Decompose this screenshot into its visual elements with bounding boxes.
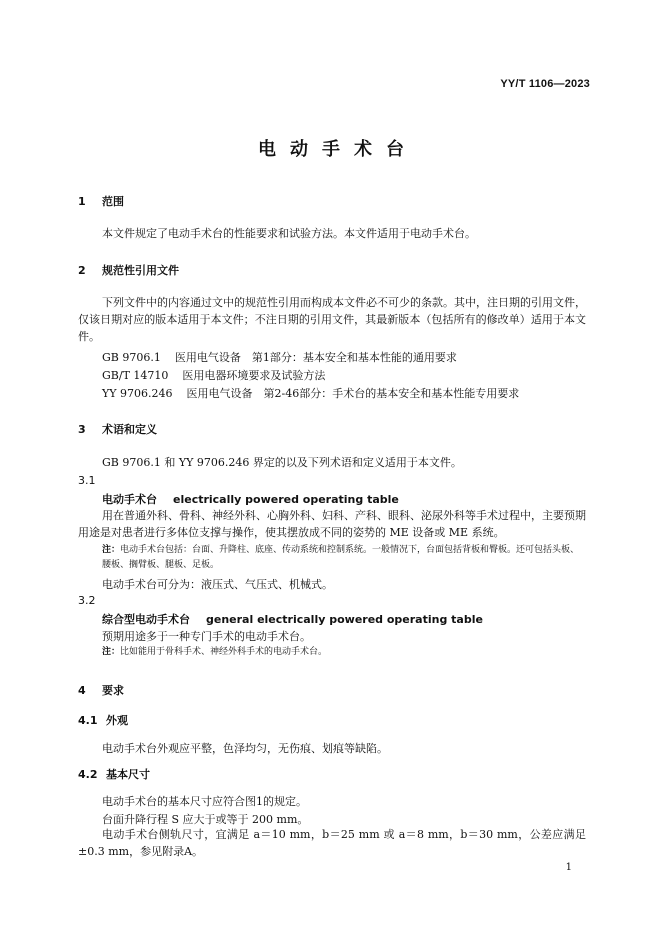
- term-heading: [102, 611, 483, 627]
- reference-code: YY 9706.246: [102, 387, 173, 400]
- term-extra: 电动手术台可分为：液压式、气压式、机械式。: [102, 578, 333, 591]
- subsection-4-2-heading: [78, 766, 150, 782]
- reference-title: 医用电气设备 第2-46部分：手术台的基本安全和基本性能专用要求: [186, 387, 520, 400]
- page-number: 1: [565, 862, 572, 873]
- term-note: [102, 543, 586, 573]
- subsection-title: 外观: [106, 714, 128, 727]
- term-definition: 预期用途多于一种专门手术的电动手术台。: [102, 630, 311, 643]
- section-title: 范围: [102, 195, 124, 208]
- rail-dimension-paragraph: 电动手术台侧轨尺寸，宜满足 a＝10 mm，b＝25 mm 或 a＝8 mm，b＝30 mm，公差应满足±0.3 mm，参见附录A。: [78, 828, 586, 858]
- reference-code: GB 9706.1: [102, 351, 161, 364]
- note-text: 比如能用于骨科手术、神经外科手术的电动手术台。: [120, 647, 328, 657]
- scope-paragraph: 本文件规定了电动手术台的性能要求和试验方法。本文件适用于电动手术台。: [102, 227, 476, 240]
- clause-number: 3.2: [78, 594, 96, 607]
- term-definition: 用在普通外科、骨科、神经外科、心胸外科、妇科、产科、眼科、泌尿外科等手术过程中，主要预期用途是对患者进行多体位支撑与操作，使其摆放成不同的姿势的 ME 设备或 ME 系统。: [78, 509, 586, 539]
- note-label: 注：: [102, 545, 121, 555]
- section-3-heading: [78, 421, 157, 437]
- appearance-paragraph: 电动手术台外观应平整，色泽均匀，无伤痕、划痕等缺陷。: [102, 742, 388, 755]
- term-heading: [102, 491, 399, 507]
- document-title: 电动手术台: [258, 139, 418, 160]
- term-note: [102, 645, 586, 660]
- section-number: 2: [78, 264, 86, 277]
- section-1-heading: [78, 193, 124, 209]
- subsection-number: 4.2: [78, 768, 98, 781]
- note-label: 注：: [102, 647, 121, 657]
- term-en: electrically powered operating table: [173, 493, 399, 506]
- reference-title: 医用电器环境要求及试验方法: [182, 369, 326, 382]
- section-4-heading: [78, 682, 124, 698]
- dimension-line: 电动手术台的基本尺寸应符合图1的规定。: [102, 795, 307, 808]
- section-number: 3: [78, 423, 86, 436]
- reference-code: GB/T 14710: [102, 369, 169, 382]
- term-zh: 电动手术台: [102, 493, 157, 506]
- reference-item: [102, 367, 325, 383]
- subsection-4-1-heading: [78, 712, 128, 728]
- subsection-title: 基本尺寸: [106, 768, 150, 781]
- note-text: 电动手术台包括：台面、升降柱、底座、传动系统和控制系统。一般情况下，台面包括背板和臀板。还可包括头板、腰板、搁臂板、腿板、足板。: [102, 545, 580, 570]
- standard-number: YY/T 1106—2023: [500, 78, 590, 90]
- section-number: 4: [78, 684, 86, 697]
- section-title: 规范性引用文件: [102, 264, 179, 277]
- clause-number: 3.1: [78, 474, 96, 487]
- terms-intro: GB 9706.1 和 YY 9706.246 界定的以及下列术语和定义适用于本文件。: [102, 456, 462, 469]
- normative-references-intro: 下列文件中的内容通过文中的规范性引用而构成本文件必不可少的条款。其中，注日期的引用文件，仅该日期对应的版本适用于本文件；不注日期的引用文件，其最新版本（包括所有的修改单）适用于本文件。: [78, 296, 586, 343]
- section-title: 术语和定义: [102, 423, 157, 436]
- subsection-number: 4.1: [78, 714, 98, 727]
- reference-title: 医用电气设备 第1部分：基本安全和基本性能的通用要求: [174, 351, 457, 364]
- reference-item: [102, 349, 457, 365]
- reference-item: [102, 385, 519, 401]
- term-en: general electrically powered operating table: [206, 613, 483, 626]
- section-number: 1: [78, 195, 86, 208]
- dimension-line: 台面升降行程 S 应大于或等于 200 mm。: [102, 813, 309, 826]
- section-2-heading: [78, 262, 179, 278]
- term-zh: 综合型电动手术台: [102, 613, 190, 626]
- section-title: 要求: [102, 684, 124, 697]
